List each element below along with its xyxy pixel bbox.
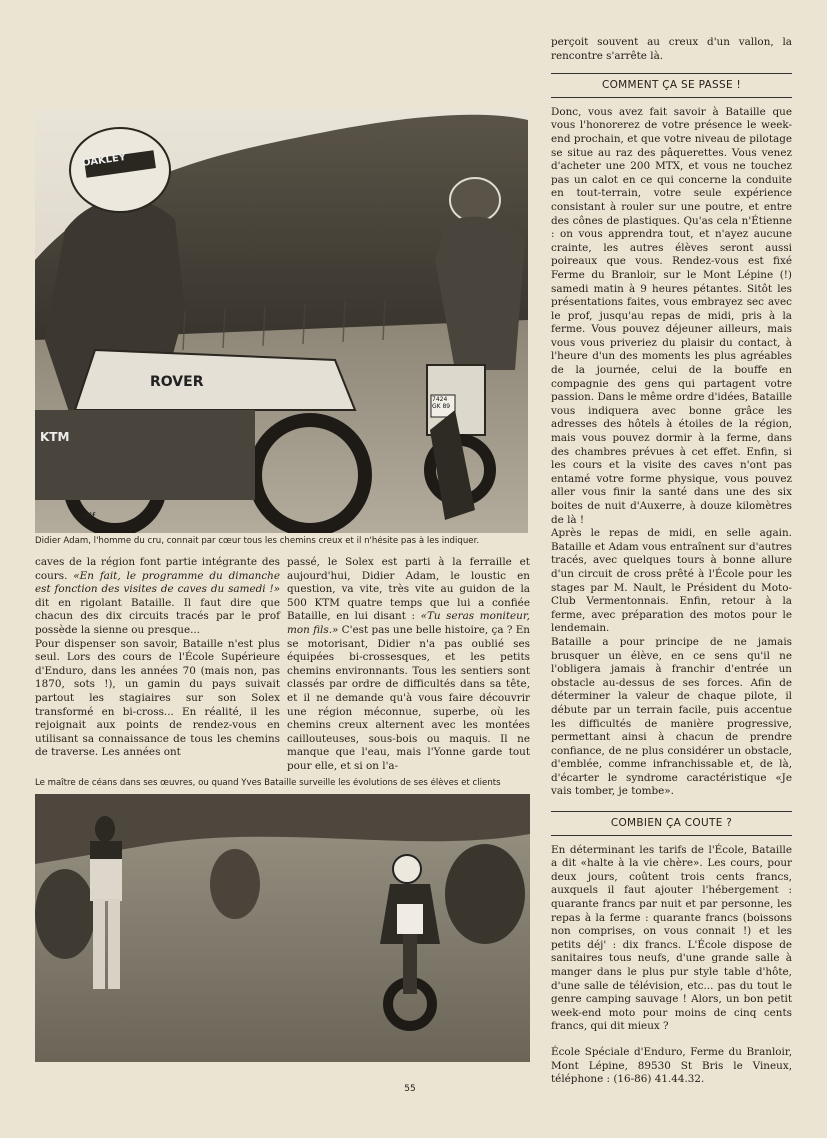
section-heading-comment: COMMENT ÇA SE PASSE ! [551,73,792,98]
photo-instructor-hillside [35,794,530,1062]
col-right-sec2-paragraph-1: En déterminant les tarifs de l'École, Bataille a dit «halte à la vie chère». Les cours, pour deux jours, coûtent trois cents francs, auxquels il faut ajouter l'hébergement : quarante francs par nuit et par personne, les repas à la ferme : quarante francs (boissons non comprises, on vous connait !) et les petits déj' : dix francs. L'École dispose de sanitaires tous neufs, d'une grande salle à manger dans le plus pur style table d'hôte, d'une salle de télévision, etc... pas du tout le genre camping sauvage ! Alors, un bon petit week-end moto pour moins de cinq cents francs, qui dit mieux ? [551,843,792,1033]
photo-text-plate: 7424 GK 89 [432,396,451,410]
column-middle [287,556,530,774]
photo-text-bike-model: KTM [40,430,70,444]
col-left-paragraph-1: caves de la région font partie intégrante des cours. «En fait, le programme du dimanche est fonction des visites de caves du samedi !» dit en rigolant Bataille. Il faut dire que chacun des dix circuits tracés par le prof possède la sienne ou presque... [35,556,280,636]
page-number: 55 [404,1084,416,1094]
col-mid-paragraph-1: passé, le Solex est parti à la ferraille et aujourd'hui, Didier Adam, le loustic en question, va vite, très vite au guidon de la 500 KTM quatre temps que lui a confiée Bataille, en lui disant : «Tu seras moniteur, mon fils.» C'est pas une belle histoire, ça ? En se motorisant, Didier n'a pas oublié ses équipées bi-crossesques, et les petits chemins environnants. Tous les sentiers sont classés par ordre de difficultés dans sa tête, et il ne demande qu'à vous faire découvrir une région méconnue, superbe, où les chemins creux alternent avec les montées caillouteuses, sous-bois ou maquis. Il ne manque que l'eau, mais l'Yonne garde tout pour elle, et si on l'a- [287,556,530,772]
col-right-sec1-paragraph-3: Bataille a pour principe de ne jamais brusquer un élève, en ce sens qu'il ne l'obligera jamais à franchir d'entrée un obstacle au-dessus de ses forces. Afin de déterminer la valeur de chaque pilote, il débute par un terrain facile, puis accentue les difficultés de manière progressive, permettant ainsi à chacun de prendre confiance, de ne plus considérer un obstacle, d'emblée, comme infranchissable et, de là, d'écarter le syndrome caractéristique «Je vais tomber, je tombe». [551,635,792,798]
photo-top-caption: Didier Adam, l'homme du cru, connait par cœur tous les chemins creux et il n'hésite pas à les indiquer. [35,536,480,546]
col-right-sec1-paragraph-2: Après le repas de midi, en selle again. Bataille et Adam vous entraînent sur d'autres tracés, avec quelques tours à bonne allure d'un circuit de cross prêté à l'École pour les stages par M. Nault, le Président du Moto-Club Vermentonnais. Enfin, retour à la ferme, avec préparation des motos pour le lendemain. [551,527,792,635]
section-heading-combien: COMBIEN ÇA COUTE ? [551,811,792,836]
col-right-sec1-paragraph-1: Donc, vous avez fait savoir à Bataille que vous l'honorerez de votre présence le week-end prochain, et que votre niveau de pilotage se situe au raz des pâquerettes. Vous venez d'acheter une 200 MTX, et vous ne touchez pas un calot en ce qui concerne la conduite en tout-terrain, votre seule expérience consistant à rouler sur une poutre, et entre des cônes de plastiques. Qu'as cela n'Étienne : on vous apprendra tout, et n'ayez aucune crainte, les autres élèves seront aussi poireaux que vous. Rendez-vous est fixé Ferme du Branloir, sur le Mont Lépine (!) samedi matin à 9 heures pétantes. Sitôt les présentations faites, vous embrayez sec avec le prof, jusqu'au repas de midi, pris à la ferme. Vous pouvez déjeuner ailleurs, mais vous vous priveriez du plaisir du contact, à l'heure d'un des moments les plus agréables de la journée, celui de la bouffe en compagnie des gens qui partagent votre passion. Dans le même ordre d'idées, Bataille vous indiquera avec bonne grâce les adresses des hôtels à étoiles de la région, mais vous pouvez dormir à la ferme, dans des chambres prévues à cet effet. Enfin, si les cours et la visite des caves n'ont pas entamé votre forme physique, vous pouvez aller vous finir la santé dans une des six boites de nuit d'Auxerre, à douze kilomètres de là ! [551,105,792,526]
column-right [551,36,792,1087]
photo-text-bike-brand: ROVER [150,374,204,390]
column-left [35,556,280,760]
col-right-address: École Spéciale d'Enduro, Ferme du Branloir, Mont Lépine, 89530 St Bris le Vineux, téléphone : (16-86) 41.44.32. [551,1045,792,1086]
photo-bottom-caption: Le maître de céans dans ses œuvres, ou quand Yves Bataille surveille les évolutions de ses élèves et clients [35,778,501,788]
photo-text-oakley: OAKLEY [81,151,127,170]
col-right-intro: perçoit souvent au creux d'un vallon, la rencontre s'arrête là. [551,36,792,62]
photo-text-decal: elf [84,512,96,522]
col-left-paragraph-2: Pour dispenser son savoir, Bataille n'est plus seul. Lors des cours de l'École Supérieure d'Enduro, dans les années 70 (mais non, pas 1870, sots !), un gamin du pays suivait partout les stagiaires sur son Solex transformé en bi-cross... En réalité, il les rejoignait aux points de rendez-vous en utilisant sa connaissance de tous les chemins de traverse. Les années ont [35,637,280,759]
photo-riders-vineyard [35,110,528,533]
